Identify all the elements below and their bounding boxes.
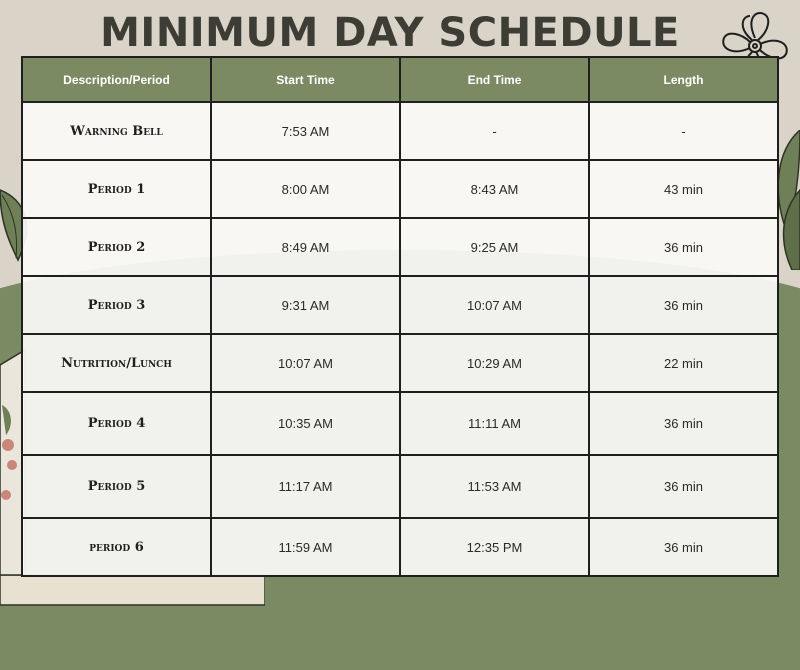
- row-start-time: 9:31 AM: [211, 276, 400, 334]
- column-header-start-time: Start Time: [211, 57, 400, 102]
- row-description: Period 4: [22, 392, 211, 455]
- column-header-description: Description/Period: [22, 57, 211, 102]
- row-end-time: 11:11 AM: [400, 392, 589, 455]
- row-description: Warning Bell: [22, 102, 211, 160]
- column-header-end-time: End Time: [400, 57, 589, 102]
- row-description: Period 3: [22, 276, 211, 334]
- row-description: Nutrition/Lunch: [22, 334, 211, 392]
- row-length: -: [589, 102, 778, 160]
- page-title: MINIMUM DAY SCHEDULE: [100, 10, 680, 56]
- row-length: 36 min: [589, 276, 778, 334]
- row-start-time: 10:07 AM: [211, 334, 400, 392]
- row-description: Period 1: [22, 160, 211, 218]
- row-length: 43 min: [589, 160, 778, 218]
- row-length: 36 min: [589, 455, 778, 518]
- row-description: period 6: [22, 518, 211, 576]
- row-start-time: 11:59 AM: [211, 518, 400, 576]
- table-row: [22, 102, 778, 160]
- table-row: [22, 455, 778, 518]
- row-length: 36 min: [589, 518, 778, 576]
- row-start-time: 8:00 AM: [211, 160, 400, 218]
- row-length: 36 min: [589, 392, 778, 455]
- column-header-length: Length: [589, 57, 778, 102]
- row-start-time: 11:17 AM: [211, 455, 400, 518]
- table-header-row: [22, 57, 778, 102]
- row-end-time: 10:07 AM: [400, 276, 589, 334]
- row-start-time: 7:53 AM: [211, 102, 400, 160]
- row-end-time: 9:25 AM: [400, 218, 589, 276]
- row-start-time: 10:35 AM: [211, 392, 400, 455]
- row-end-time: 8:43 AM: [400, 160, 589, 218]
- table-row: [22, 276, 778, 334]
- row-length: 22 min: [589, 334, 778, 392]
- table-row: [22, 392, 778, 455]
- row-description: Period 2: [22, 218, 211, 276]
- schedule-table: [21, 56, 779, 577]
- row-end-time: 12:35 PM: [400, 518, 589, 576]
- table-row: [22, 160, 778, 218]
- row-end-time: 11:53 AM: [400, 455, 589, 518]
- row-end-time: -: [400, 102, 589, 160]
- row-length: 36 min: [589, 218, 778, 276]
- table-row: [22, 518, 778, 576]
- table-row: [22, 218, 778, 276]
- row-description: Period 5: [22, 455, 211, 518]
- row-start-time: 8:49 AM: [211, 218, 400, 276]
- table-row: [22, 334, 778, 392]
- row-end-time: 10:29 AM: [400, 334, 589, 392]
